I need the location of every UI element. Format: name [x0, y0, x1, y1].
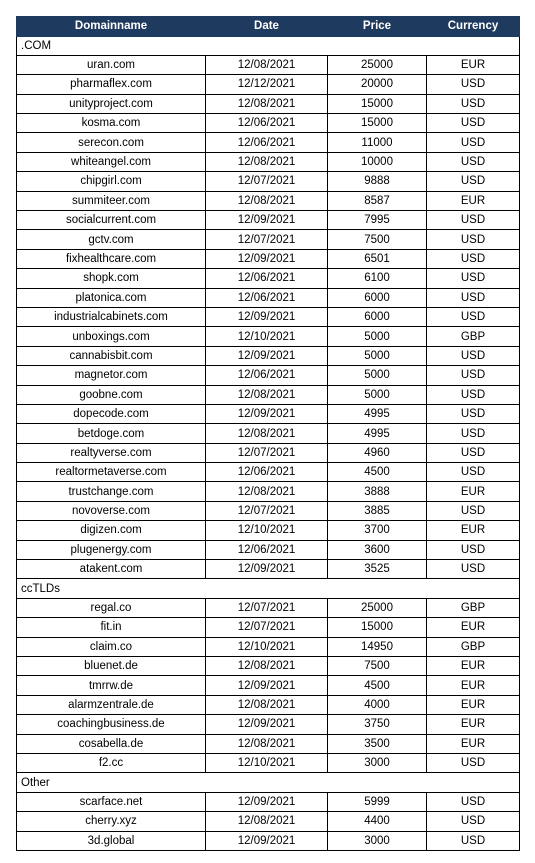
domain-cell: fit.in	[17, 618, 206, 637]
currency-cell: GBP	[427, 598, 520, 617]
date-cell: 12/09/2021	[206, 676, 328, 695]
date-cell: 12/08/2021	[206, 657, 328, 676]
date-cell: 12/07/2021	[206, 501, 328, 520]
domain-cell: goobne.com	[17, 385, 206, 404]
price-cell: 6000	[328, 307, 427, 326]
currency-cell: GBP	[427, 327, 520, 346]
domain-cell: pharmaflex.com	[17, 75, 206, 94]
date-cell: 12/06/2021	[206, 288, 328, 307]
currency-cell: USD	[427, 152, 520, 171]
currency-cell: USD	[427, 463, 520, 482]
price-cell: 20000	[328, 75, 427, 94]
currency-cell: USD	[427, 366, 520, 385]
table-row	[17, 753, 520, 772]
date-cell: 12/10/2021	[206, 753, 328, 772]
currency-cell: GBP	[427, 637, 520, 656]
price-cell: 3600	[328, 540, 427, 559]
section-title: .COM	[17, 36, 520, 55]
domain-cell: bluenet.de	[17, 657, 206, 676]
domain-cell: regal.co	[17, 598, 206, 617]
domain-sales-sheet	[16, 16, 519, 851]
price-cell: 11000	[328, 133, 427, 152]
currency-cell: USD	[427, 75, 520, 94]
date-cell: 12/09/2021	[206, 560, 328, 579]
domain-cell: plugenergy.com	[17, 540, 206, 559]
price-cell: 25000	[328, 55, 427, 74]
table-row	[17, 346, 520, 365]
domain-cell: f2.cc	[17, 753, 206, 772]
price-cell: 3000	[328, 753, 427, 772]
table-row	[17, 75, 520, 94]
currency-cell: EUR	[427, 657, 520, 676]
currency-cell: EUR	[427, 191, 520, 210]
table-row	[17, 385, 520, 404]
domain-cell: whiteangel.com	[17, 152, 206, 171]
price-cell: 9888	[328, 172, 427, 191]
table-row	[17, 715, 520, 734]
price-cell: 4960	[328, 443, 427, 462]
date-cell: 12/10/2021	[206, 521, 328, 540]
table-row	[17, 734, 520, 753]
domain-cell: alarmzentrale.de	[17, 695, 206, 714]
domain-cell: digizen.com	[17, 521, 206, 540]
currency-cell: USD	[427, 230, 520, 249]
price-cell: 3888	[328, 482, 427, 501]
column-header-currency: Currency	[427, 17, 520, 37]
price-cell: 4995	[328, 424, 427, 443]
date-cell: 12/08/2021	[206, 695, 328, 714]
domain-cell: unboxings.com	[17, 327, 206, 346]
price-cell: 3700	[328, 521, 427, 540]
domain-cell: kosma.com	[17, 114, 206, 133]
currency-cell: USD	[427, 288, 520, 307]
date-cell: 12/08/2021	[206, 812, 328, 831]
column-header-domainname: Domainname	[17, 17, 206, 37]
domain-cell: fixhealthcare.com	[17, 249, 206, 268]
section-title: Other	[17, 773, 520, 792]
currency-cell: USD	[427, 753, 520, 772]
date-cell: 12/07/2021	[206, 443, 328, 462]
table-body	[17, 36, 520, 850]
currency-cell: USD	[427, 307, 520, 326]
currency-cell: EUR	[427, 715, 520, 734]
currency-cell: USD	[427, 385, 520, 404]
table-row	[17, 211, 520, 230]
table-row	[17, 114, 520, 133]
currency-cell: USD	[427, 443, 520, 462]
domain-cell: shopk.com	[17, 269, 206, 288]
table-row	[17, 404, 520, 423]
table-row	[17, 501, 520, 520]
date-cell: 12/08/2021	[206, 152, 328, 171]
price-cell: 3885	[328, 501, 427, 520]
table-row	[17, 366, 520, 385]
table-row	[17, 443, 520, 462]
table-row	[17, 560, 520, 579]
date-cell: 12/07/2021	[206, 618, 328, 637]
date-cell: 12/10/2021	[206, 327, 328, 346]
currency-cell: USD	[427, 792, 520, 811]
currency-cell: USD	[427, 424, 520, 443]
currency-cell: USD	[427, 501, 520, 520]
domain-cell: magnetor.com	[17, 366, 206, 385]
price-cell: 7500	[328, 230, 427, 249]
currency-cell: USD	[427, 133, 520, 152]
domain-cell: scarface.net	[17, 792, 206, 811]
domain-cell: coachingbusiness.de	[17, 715, 206, 734]
domain-cell: cherry.xyz	[17, 812, 206, 831]
date-cell: 12/08/2021	[206, 191, 328, 210]
currency-cell: USD	[427, 269, 520, 288]
price-cell: 3750	[328, 715, 427, 734]
date-cell: 12/07/2021	[206, 172, 328, 191]
date-cell: 12/09/2021	[206, 831, 328, 850]
currency-cell: EUR	[427, 734, 520, 753]
date-cell: 12/06/2021	[206, 133, 328, 152]
section-header-row	[17, 579, 520, 598]
table-row	[17, 269, 520, 288]
domain-cell: cannabisbit.com	[17, 346, 206, 365]
currency-cell: USD	[427, 94, 520, 113]
date-cell: 12/09/2021	[206, 792, 328, 811]
domain-cell: trustchange.com	[17, 482, 206, 501]
section-header-row	[17, 773, 520, 792]
date-cell: 12/08/2021	[206, 482, 328, 501]
domain-cell: cosabella.de	[17, 734, 206, 753]
table-row	[17, 521, 520, 540]
currency-cell: USD	[427, 346, 520, 365]
price-cell: 14950	[328, 637, 427, 656]
table-row	[17, 249, 520, 268]
table-row	[17, 695, 520, 714]
price-cell: 15000	[328, 618, 427, 637]
domain-cell: novoverse.com	[17, 501, 206, 520]
table-row	[17, 463, 520, 482]
table-row	[17, 424, 520, 443]
domain-cell: gctv.com	[17, 230, 206, 249]
currency-cell: USD	[427, 404, 520, 423]
price-cell: 7995	[328, 211, 427, 230]
domain-cell: socialcurrent.com	[17, 211, 206, 230]
price-cell: 6000	[328, 288, 427, 307]
price-cell: 3500	[328, 734, 427, 753]
date-cell: 12/06/2021	[206, 540, 328, 559]
table-row	[17, 637, 520, 656]
price-cell: 3525	[328, 560, 427, 579]
header-row	[17, 17, 520, 37]
price-cell: 4500	[328, 463, 427, 482]
date-cell: 12/10/2021	[206, 637, 328, 656]
domain-cell: uran.com	[17, 55, 206, 74]
table-row	[17, 307, 520, 326]
table-row	[17, 657, 520, 676]
domain-cell: chipgirl.com	[17, 172, 206, 191]
domain-cell: platonica.com	[17, 288, 206, 307]
date-cell: 12/08/2021	[206, 385, 328, 404]
table-row	[17, 598, 520, 617]
domain-sales-table	[16, 16, 520, 851]
table-row	[17, 172, 520, 191]
date-cell: 12/09/2021	[206, 715, 328, 734]
currency-cell: USD	[427, 211, 520, 230]
currency-cell: USD	[427, 540, 520, 559]
date-cell: 12/09/2021	[206, 346, 328, 365]
table-row	[17, 812, 520, 831]
domain-cell: summiteer.com	[17, 191, 206, 210]
date-cell: 12/09/2021	[206, 404, 328, 423]
date-cell: 12/09/2021	[206, 249, 328, 268]
date-cell: 12/06/2021	[206, 269, 328, 288]
domain-cell: unityproject.com	[17, 94, 206, 113]
domain-cell: realtormetaverse.com	[17, 463, 206, 482]
currency-cell: USD	[427, 560, 520, 579]
price-cell: 3000	[328, 831, 427, 850]
date-cell: 12/07/2021	[206, 230, 328, 249]
table-row	[17, 55, 520, 74]
domain-cell: tmrrw.de	[17, 676, 206, 695]
date-cell: 12/06/2021	[206, 366, 328, 385]
section-title: ccTLDs	[17, 579, 520, 598]
currency-cell: USD	[427, 831, 520, 850]
table-row	[17, 676, 520, 695]
domain-cell: atakent.com	[17, 560, 206, 579]
price-cell: 8587	[328, 191, 427, 210]
domain-cell: serecon.com	[17, 133, 206, 152]
table-row	[17, 191, 520, 210]
date-cell: 12/08/2021	[206, 55, 328, 74]
domain-cell: realtyverse.com	[17, 443, 206, 462]
currency-cell: USD	[427, 114, 520, 133]
price-cell: 4400	[328, 812, 427, 831]
table-row	[17, 327, 520, 346]
domain-cell: dopecode.com	[17, 404, 206, 423]
date-cell: 12/09/2021	[206, 307, 328, 326]
currency-cell: USD	[427, 172, 520, 191]
price-cell: 10000	[328, 152, 427, 171]
domain-cell: 3d.global	[17, 831, 206, 850]
price-cell: 15000	[328, 114, 427, 133]
price-cell: 5000	[328, 366, 427, 385]
table-row	[17, 94, 520, 113]
currency-cell: EUR	[427, 521, 520, 540]
table-row	[17, 133, 520, 152]
price-cell: 15000	[328, 94, 427, 113]
currency-cell: EUR	[427, 695, 520, 714]
price-cell: 4995	[328, 404, 427, 423]
price-cell: 5000	[328, 327, 427, 346]
table-row	[17, 831, 520, 850]
price-cell: 25000	[328, 598, 427, 617]
domain-cell: betdoge.com	[17, 424, 206, 443]
section-header-row	[17, 36, 520, 55]
date-cell: 12/08/2021	[206, 424, 328, 443]
table-row	[17, 288, 520, 307]
domain-cell: industrialcabinets.com	[17, 307, 206, 326]
table-row	[17, 618, 520, 637]
price-cell: 5000	[328, 385, 427, 404]
date-cell: 12/12/2021	[206, 75, 328, 94]
currency-cell: EUR	[427, 676, 520, 695]
price-cell: 6501	[328, 249, 427, 268]
table-row	[17, 230, 520, 249]
date-cell: 12/06/2021	[206, 463, 328, 482]
currency-cell: USD	[427, 249, 520, 268]
table-row	[17, 482, 520, 501]
column-header-date: Date	[206, 17, 328, 37]
date-cell: 12/07/2021	[206, 598, 328, 617]
price-cell: 7500	[328, 657, 427, 676]
currency-cell: EUR	[427, 618, 520, 637]
domain-cell: claim.co	[17, 637, 206, 656]
table-row	[17, 152, 520, 171]
price-cell: 4500	[328, 676, 427, 695]
date-cell: 12/08/2021	[206, 734, 328, 753]
date-cell: 12/08/2021	[206, 94, 328, 113]
price-cell: 5000	[328, 346, 427, 365]
date-cell: 12/06/2021	[206, 114, 328, 133]
currency-cell: USD	[427, 812, 520, 831]
table-row	[17, 540, 520, 559]
column-header-price: Price	[328, 17, 427, 37]
date-cell: 12/09/2021	[206, 211, 328, 230]
currency-cell: EUR	[427, 55, 520, 74]
price-cell: 4000	[328, 695, 427, 714]
table-row	[17, 792, 520, 811]
price-cell: 6100	[328, 269, 427, 288]
price-cell: 5999	[328, 792, 427, 811]
currency-cell: EUR	[427, 482, 520, 501]
